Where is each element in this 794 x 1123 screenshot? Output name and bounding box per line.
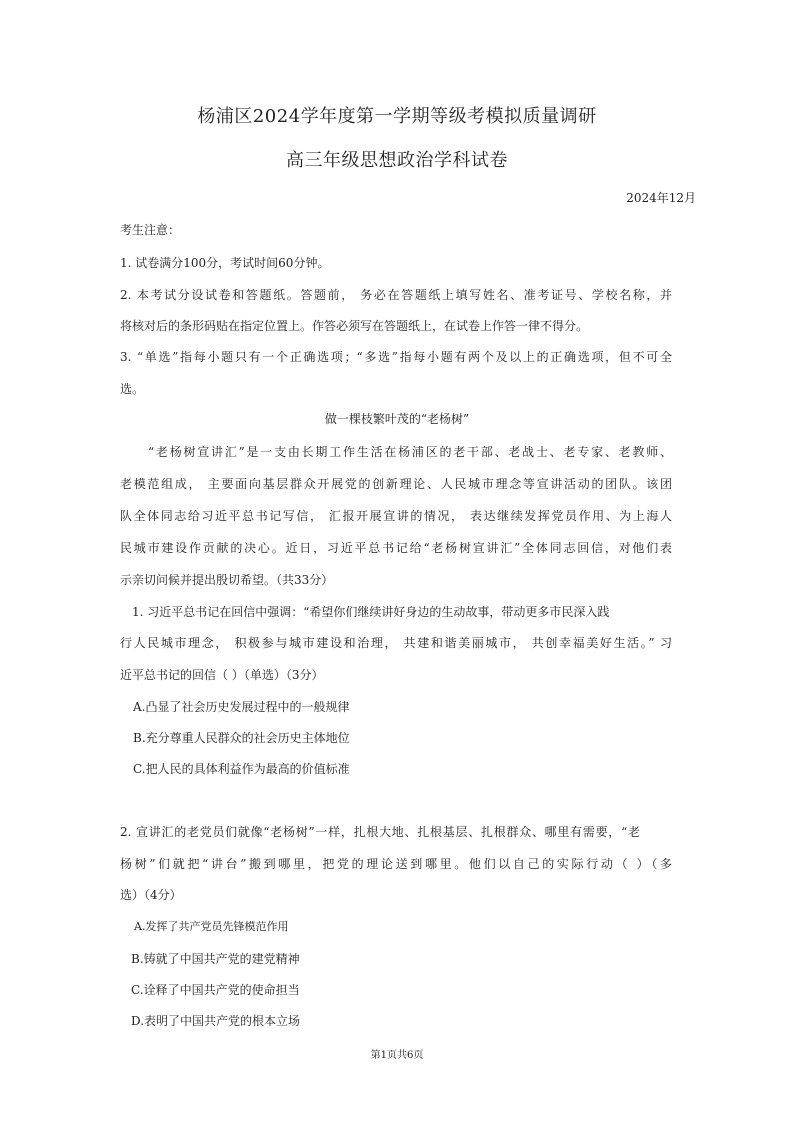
exam-title: 杨浦区2024学年度第一学期等级考模拟质量调研 <box>197 106 597 127</box>
question-1-option-a: A.凸显了社会历史发展过程中的一般规律 <box>133 700 350 714</box>
question-2-line-3: 选）（4分） <box>120 888 182 902</box>
question-1-line-1: 1. 习近平总书记在回信中强调：“希望你们继续讲好身边的生动故事，带动更多市民深入践 <box>132 605 610 619</box>
notice-heading: 考生注意： <box>120 223 181 237</box>
question-2-option-d: D.表明了中国共产党的根本立场 <box>131 1014 301 1028</box>
exam-subtitle: 高三年级思想政治学科试卷 <box>286 150 508 171</box>
exam-date: 2024年12月 <box>626 191 696 205</box>
section-paragraph-line: 队全体同志给习近平总书记写信， 汇报开展宣讲的情况， 表达继续发挥党员作用、为上海人 <box>120 509 672 523</box>
question-2-line-1: 2. 宣讲汇的老党员们就像“老杨树”一样，扎根大地、扎根基层、扎根群众、哪里有需要，“老 <box>120 825 640 839</box>
notice-item-3-line-1: 3. “单选”指每小题只有一个正确选项；“多选”指每小题有两个及以上的正确选项，但不可全 <box>120 350 672 364</box>
section-paragraph-line: 民城市建设作贡献的决心。近日，习近平总书记给“老杨树宣讲汇”全体同志回信，对他们表 <box>120 541 672 555</box>
question-1-line-3: 近平总书记的回信（ ）（单选）（3分） <box>120 668 324 682</box>
question-2-option-a: A.发挥了共产党员先锋模范作用 <box>134 920 289 933</box>
section-title: 做一棵枝繁叶茂的“老杨树” <box>324 412 470 426</box>
section-paragraph-line: 老模范组成， 主要面向基层群众开展党的创新理论、人民城市理念等宣讲活动的团队。该团 <box>120 477 672 491</box>
question-2-option-c: C.诠释了中国共产党的使命担当 <box>131 983 300 997</box>
question-2-option-b: B.铸就了中国共产党的建党精神 <box>131 952 300 966</box>
question-2-line-2: 杨树”们就把“讲台”搬到哪里，把党的理论送到哪里。他们以自己的实际行动（ ）（多 <box>120 857 672 871</box>
question-1-option-c: C.把人民的具体利益作为最高的价值标准 <box>133 762 350 776</box>
notice-item-3-line-2: 选。 <box>120 382 145 396</box>
section-paragraph-line: 示亲切问候并提出殷切希望。（共33分） <box>120 573 334 587</box>
section-paragraph-line: “老杨树宣讲汇”是一支由长期工作生活在杨浦区的老干部、老战士、老专家、老教师、 <box>148 445 672 459</box>
notice-item-2-line-1: 2. 本考试分设试卷和答题纸。答题前， 务必在答题纸上填写姓名、准考证号、学校名称，并 <box>120 288 672 302</box>
notice-item-2-line-2: 将核对后的条形码贴在指定位置上。作答必须写在答题纸上，在试卷上作答一律不得分。 <box>120 319 589 333</box>
question-1-line-2: 行人民城市理念， 积极参与城市建设和治理， 共建和谐美丽城市， 共创幸福美好生活。” 习 <box>120 636 672 650</box>
notice-item-1: 1. 试卷满分100分，考试时间60分钟。 <box>120 256 330 270</box>
page-number: 第1页共6页 <box>370 1050 424 1061</box>
question-1-option-b: B.充分尊重人民群众的社会历史主体地位 <box>133 731 350 745</box>
